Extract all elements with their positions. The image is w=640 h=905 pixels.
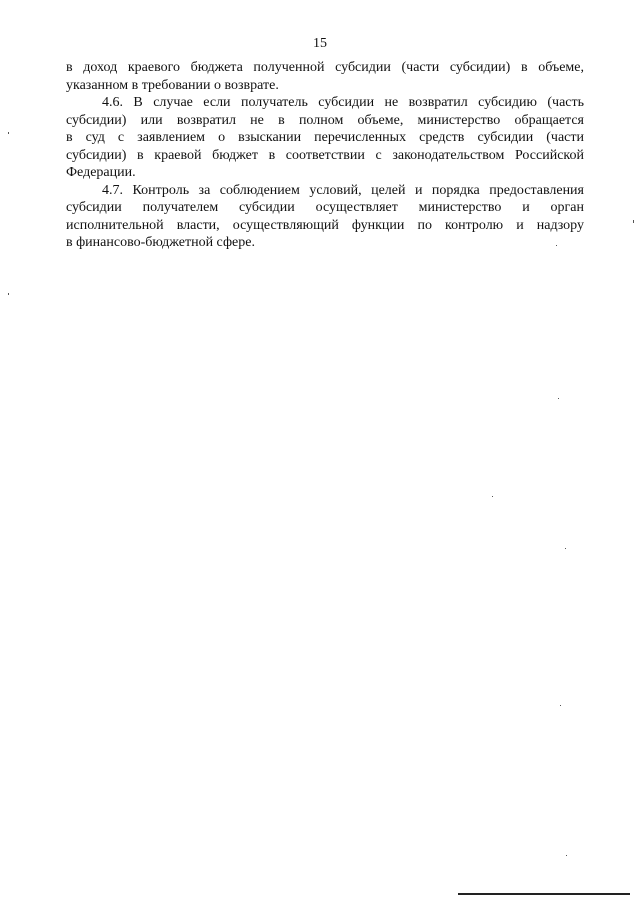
- text-line: исполнительной власти, осуществляющий функции по контролю и надзору: [66, 217, 584, 233]
- scan-speck: [566, 855, 567, 856]
- text-line: в доход краевого бюджета полученной субсидии (части субсидии) в объеме,: [66, 60, 584, 75]
- text-line: в суд с заявлением о взыскании перечисленных средств субсидии (части: [66, 130, 584, 145]
- text-line: субсидии) в краевой бюджет в соответствии с законодательством Российской: [66, 147, 584, 163]
- scan-speck: [556, 245, 557, 246]
- scan-speck: [8, 132, 9, 134]
- scan-speck: [565, 548, 566, 549]
- text-line: в финансово-бюджетной сфере.: [66, 235, 255, 250]
- scan-speck: [492, 496, 493, 497]
- text-line: субсидии) или возвратил не в полном объеме, министерство обращается: [66, 112, 584, 128]
- text-line: 4.6. В случае если получатель субсидии не возвратил субсидию (часть: [102, 95, 584, 110]
- paragraph-4-7: [66, 182, 584, 252]
- paragraph-4-6: [66, 94, 584, 182]
- text-line: указанном в требовании о возврате.: [66, 77, 279, 93]
- scan-speck: [558, 398, 559, 399]
- paragraph-continuation: [66, 59, 584, 94]
- text-line: 4.7. Контроль за соблюдением условий, целей и порядка предоставления: [102, 182, 584, 198]
- footer-rule: [458, 893, 630, 895]
- scan-speck: [560, 705, 561, 706]
- scan-speck: [633, 220, 634, 223]
- document-body: [66, 59, 584, 252]
- text-line: субсидии получателем субсидии осуществляет министерство и орган: [66, 200, 584, 215]
- scan-speck: [8, 293, 9, 295]
- text-line: Федерации.: [66, 165, 136, 180]
- page-number: 15: [313, 36, 327, 51]
